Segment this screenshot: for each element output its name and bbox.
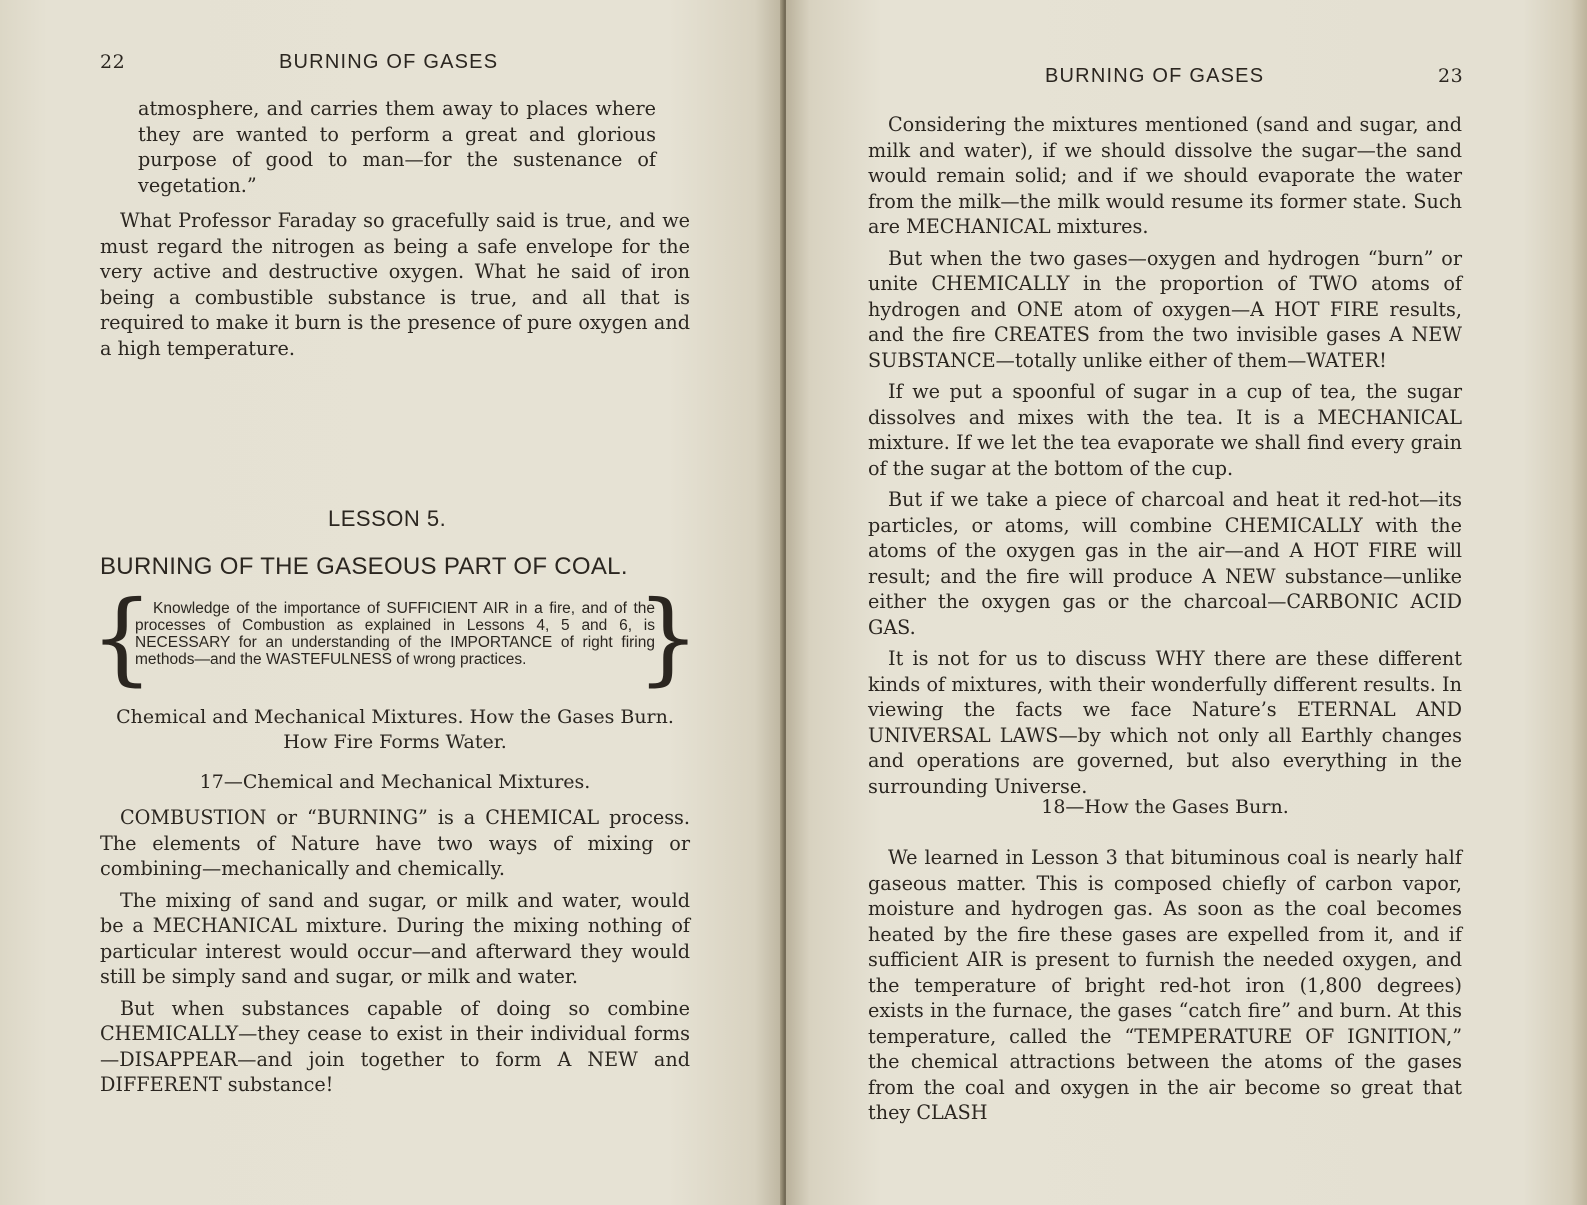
continued-quote: atmosphere, and carries them away to places where they are wanted to perform a great and glorious purpose of good to man—for the sustenance of vegetation.” (138, 97, 656, 197)
paragraph-sand: The mixing of sand and sugar, or milk and water, would be a MECHANICAL mixture. During the mixing nothing of particular interest would occur—and afterward they would still be simply sand and sugar, or milk and water. (100, 888, 690, 988)
right-brace-icon: } (636, 579, 700, 696)
paragraph-faraday: What Professor Faraday so gracefully said is true, and we must regard the nitrogen as being a safe envelope for the very active and destructive oxygen. What he said of iron being a combustible substance is true, and all that is required to make it burn is the presence of pure oxygen and a high temperature. (100, 209, 690, 360)
paragraph-charcoal: But if we take a piece of charcoal and heat it red-hot—its particles, or atoms, will combine CHEMICALLY with the atoms of the oxygen gas in the air—and A HOT FIRE will result; and the fire will produce A NEW substance—unlike either the oxygen gas or the charcoal—CARBONIC ACID GAS. (868, 488, 1462, 639)
prerequisite-note (90, 579, 700, 696)
paragraph-bituminous: We learned in Lesson 3 that bituminous coal is nearly half gaseous matter. This is composed chiefly of carbon vapor, moisture and hydrogen gas. As soon as the coal becomes heated by the fire these gases are expelled from it, and if sufficient AIR is present to furnish the needed oxygen, and the temperature of bright red-hot iron (1,800 degrees) exists in the furnace, the gases “catch fire” and burn. At this temperature, called the “TEMPERATURE OF IGNITION,” the chemical attractions between the atoms of the gases from the coal and oxygen in the air become so great that they CLASH (868, 846, 1462, 1124)
faraday-block (100, 208, 690, 367)
paragraph-two-gases: But when the two gases—oxygen and hydrogen “burn” or unite CHEMICALLY in the proportion of TWO atoms of hydrogen and ONE atom of oxygen—A HOT FIRE results, and the fire CREATES from the two invisible gases A NEW SUBSTANCE—totally unlike either of them—WATER! (868, 246, 1462, 372)
paragraph-tea: If we put a spoonful of sugar in a cup of tea, the sugar dissolves and mixes with the tea. It is a MECHANICAL mixture. If we let the tea evaporate we shall find every grain of the sugar at the bottom of the cup. (868, 380, 1462, 480)
note-block (135, 600, 655, 668)
note-text: Knowledge of the importance of SUFFICIENT AIR in a fire, and of the processes of Combustion as explained in Lessons 4, 5 and 6, is NECESSARY for an understanding of the IMPORTANCE of right firing methods—and the WASTEFULNESS of wrong practices. (135, 600, 655, 668)
right-body-lower (868, 845, 1462, 1132)
summary-line-2: How Fire Forms Water. (283, 731, 507, 753)
page-number: 23 (1438, 65, 1464, 87)
right-body-upper (868, 112, 1462, 805)
summary-line-1: Chemical and Mechanical Mixtures. How the Gases Burn. (116, 706, 674, 728)
paragraph-considering: Considering the mixtures mentioned (sand and sugar, and milk and water), if we should dissolve the sugar—the sand would remain solid; and if we should evaporate the water from the milk—the milk would resume its former state. Such are MECHANICAL mixtures. (868, 113, 1462, 238)
continued-quote-block (138, 96, 656, 204)
paragraph-chemically: But when substances capable of doing so combine CHEMICALLY—they cease to exist in their individual forms—DISAPPEAR—and join together to form A NEW and DIFFERENT substance! (100, 996, 690, 1096)
running-head: BURNING OF GASES (1045, 65, 1265, 87)
right-page (786, 0, 1587, 1205)
paragraph-combustion: COMBUSTION or “BURNING” is a CHEMICAL process. The elements of Nature have two ways of mixing or combining—mechanically and chemically. (100, 806, 690, 880)
left-brace-icon: { (90, 579, 154, 696)
lesson-label: LESSON 5. (328, 506, 447, 531)
lesson-title: BURNING OF THE GASEOUS PART OF COAL. (100, 553, 628, 580)
page-number: 22 (100, 51, 126, 73)
left-page (0, 0, 786, 1205)
section-18-heading: 18—How the Gases Burn. (1041, 796, 1289, 818)
paragraph-why: It is not for us to discuss WHY there are these different kinds of mixtures, with their wonderfully different results. In viewing the facts we face Nature’s ETERNAL AND UNIVERSAL LAWS—by which not only all Earthly changes and operations are governed, but also everything in the surrounding Universe. (868, 647, 1462, 798)
section-17-heading: 17—Chemical and Mechanical Mixtures. (199, 771, 591, 793)
running-head: BURNING OF GASES (279, 51, 499, 73)
section-17-body (100, 805, 690, 1104)
